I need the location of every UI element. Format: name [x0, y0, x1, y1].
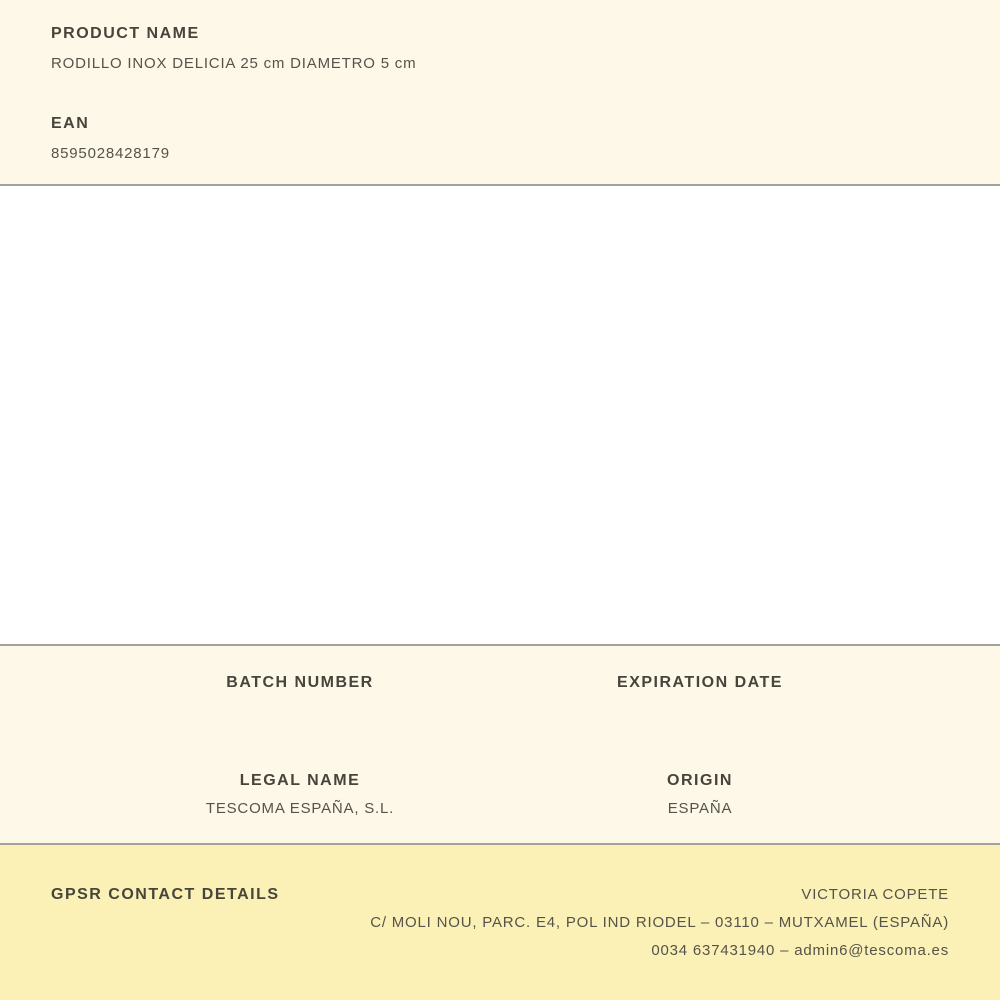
gpsr-contact-lines	[370, 881, 949, 965]
details-row-batch-expiration	[100, 673, 900, 701]
origin-label: ORIGIN	[667, 772, 733, 789]
product-name-label: PRODUCT NAME	[51, 25, 200, 42]
expiration-date-label: EXPIRATION DATE	[617, 674, 783, 691]
ean-field	[51, 114, 949, 164]
gpsr-contact-section	[0, 845, 1000, 1000]
ean-value: 8595028428179	[51, 145, 170, 162]
ean-label: EAN	[51, 115, 90, 132]
contact-address: C/ MOLI NOU, PARC. E4, POL IND RIODEL – 03110 – MUTXAMEL (ESPAÑA)	[370, 914, 949, 931]
gpsr-contact-title: GPSR CONTACT DETAILS	[51, 886, 280, 903]
product-name-field	[51, 24, 949, 74]
product-image-area	[0, 186, 1000, 646]
expiration-date-field	[500, 673, 900, 701]
contact-phone-email: 0034 637431940 – admin6@tescoma.es	[651, 942, 949, 959]
origin-value: ESPAÑA	[667, 800, 733, 817]
legal-name-label: LEGAL NAME	[239, 772, 361, 789]
details-section	[0, 646, 1000, 845]
batch-number-label: BATCH NUMBER	[226, 674, 374, 691]
details-row-legal-origin	[100, 771, 900, 819]
batch-number-field	[100, 673, 500, 701]
legal-name-field	[100, 771, 500, 819]
legal-name-value: TESCOMA ESPAÑA, S.L.	[205, 800, 395, 817]
gpsr-contact-layout	[51, 881, 949, 965]
contact-person-name: VICTORIA COPETE	[801, 886, 949, 903]
origin-field	[500, 771, 900, 819]
product-name-value: RODILLO INOX DELICIA 25 cm DIAMETRO 5 cm	[51, 55, 417, 72]
product-section	[0, 0, 1000, 186]
